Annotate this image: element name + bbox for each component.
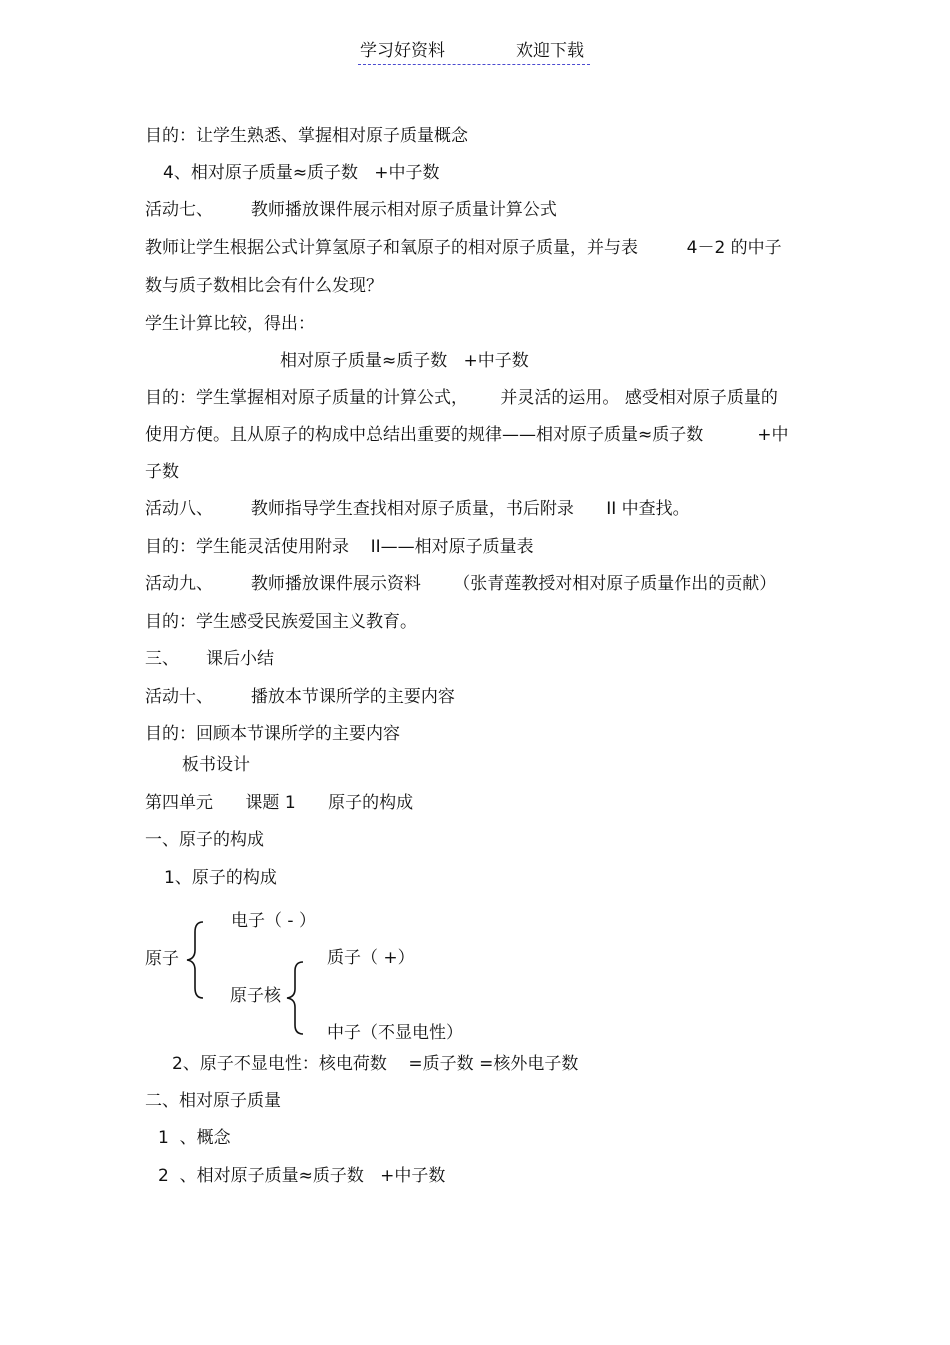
text-line: 板书设计 [182,755,250,775]
text-line: 活动七、 教师播放课件展示相对原子质量计算公式 [145,200,557,220]
diagram-electron-label: 电子（ - ） [231,911,316,931]
diagram-nucleus-label: 原子核 [230,986,281,1006]
header-right: 欢迎下载 [516,41,584,61]
text-line: 第四单元 课题 1 原子的构成 [145,793,414,813]
text-line: 目的：让学生熟悉、掌握相对原子质量概念 [145,126,468,146]
text-line: 目的：回顾本节课所学的主要内容 [145,724,400,744]
text-line: 一、原子的构成 [145,830,264,850]
text-line: 教师让学生根据公式计算氢原子和氧原子的相对原子质量，并与表 4－2 的中子 [145,238,782,258]
text-line: 子数 [145,462,179,482]
header-underline [358,64,590,65]
text-line: 2、原子不显电性：核电荷数 =质子数 =核外电子数 [172,1054,579,1074]
nucleus-brace [284,960,304,1036]
text-line: 活动九、 教师播放课件展示资料 （张青莲教授对相对原子质量作出的贡献） [145,574,777,594]
text-line: 活动八、 教师指导学生查找相对原子质量，书后附录 II 中查找。 [145,499,690,519]
text-line: 使用方便。且从原子的构成中总结出重要的规律——相对原子质量≈质子数 +中 [145,425,789,445]
text-line: 二、相对原子质量 [145,1091,281,1111]
text-line: 1、原子的构成 [164,868,277,888]
text-line: 4、相对原子质量≈质子数 +中子数 [163,163,440,183]
header-left: 学习好资料 [360,41,445,61]
diagram-neutron-label: 中子（不显电性） [327,1023,463,1043]
text-line: 2 、相对原子质量≈质子数 +中子数 [158,1166,446,1186]
text-line: 数与质子数相比会有什么发现？ [145,276,383,296]
diagram-proton-label: 质子（ +） [327,948,415,968]
diagram-atom-label: 原子 [145,949,179,969]
text-line: 相对原子质量≈质子数 +中子数 [280,351,529,371]
atom-brace [184,920,204,1000]
text-line: 三、 课后小结 [145,649,275,669]
text-line: 学生计算比较，得出： [145,314,315,334]
text-line: 目的：学生感受民族爱国主义教育。 [145,612,417,632]
text-line: 目的：学生掌握相对原子质量的计算公式， 并灵活的运用。 感受相对原子质量的 [145,388,778,408]
text-line: 活动十、 播放本节课所学的主要内容 [145,687,455,707]
text-line: 1 、概念 [158,1128,231,1148]
text-line: 目的：学生能灵活使用附录 II——相对原子质量表 [145,537,534,557]
